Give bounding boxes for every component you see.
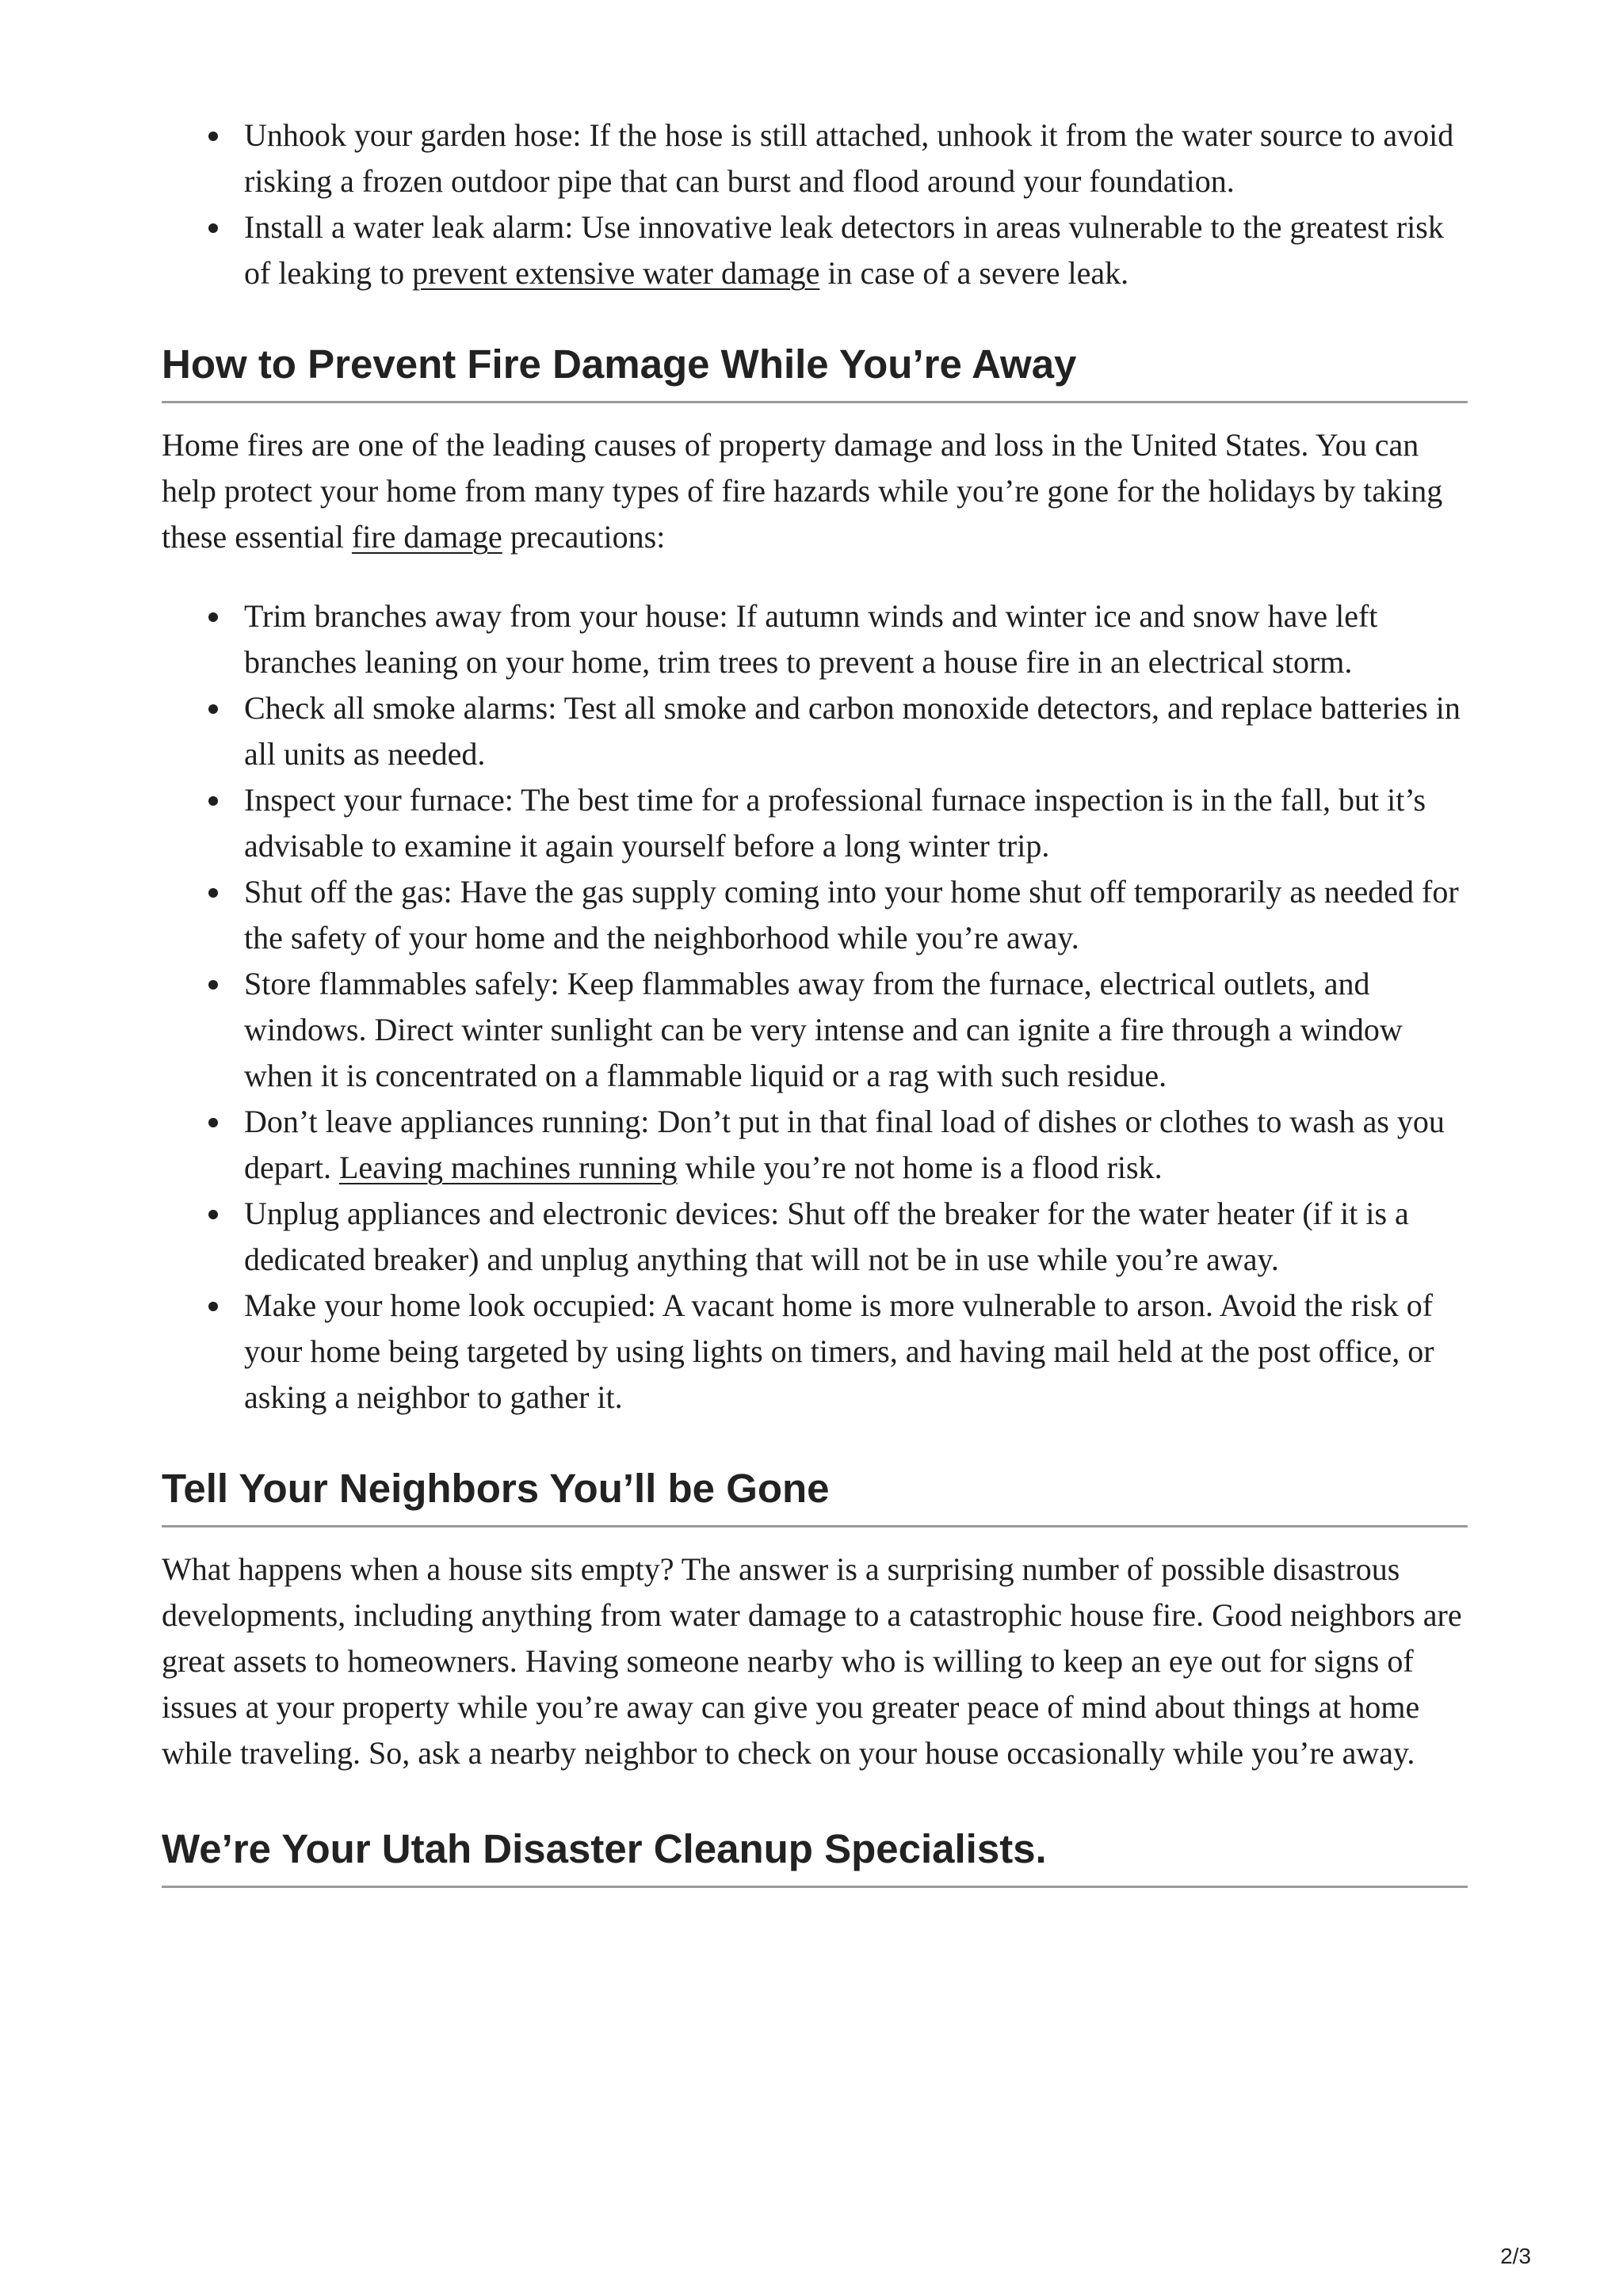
list-item (162, 869, 1468, 961)
list-item (162, 113, 1468, 204)
winter-prep-list (162, 113, 1468, 296)
leaving-machines-running-link[interactable]: Leaving machines running (338, 1150, 678, 1185)
fire-damage-link[interactable]: fire damage (351, 519, 502, 555)
list-item-text: Don’t leave appliances running: Don’t put in that final load of dishes or clothes to wash as you depart. (244, 1104, 1445, 1185)
list-item (162, 593, 1468, 685)
list-item (162, 1283, 1468, 1421)
list-item-text: Unplug appliances and electronic devices: Shut off the breaker for the water heater (if it is a dedicated breaker) and unplug anything that will not be in use while you’re away. (244, 1196, 1409, 1277)
list-item-text: Inspect your furnace: The best time for a professional furnace inspection is in the fall, but it’s advisable to examine it again yourself before a long winter trip. (244, 782, 1426, 864)
list-item (162, 777, 1468, 869)
list-item-text: Install a water leak alarm: Use innovative leak detectors in areas vulnerable to the greatest risk of leaking to (244, 209, 1444, 291)
list-item-text: Shut off the gas: Have the gas supply coming into your home shut off temporarily as needed for the safety of your home and the neighborhood while you’re away. (244, 874, 1459, 955)
list-item-text: Store flammables safely: Keep flammables away from the furnace, electrical outlets, and windows. Direct winter sunlight can be very intense and can ignite a fire through a window when it is concentrated on a flammable liquid or a rag with such residue. (244, 966, 1403, 1093)
fire-precautions-list (162, 593, 1468, 1421)
paragraph-text: precautions: (502, 519, 666, 555)
list-item-text: while you’re not home is a flood risk. (677, 1150, 1163, 1185)
list-item (162, 685, 1468, 777)
article-body (162, 113, 1468, 1888)
list-item (162, 1099, 1468, 1191)
utah-section-heading: We’re Your Utah Disaster Cleanup Specialists. (162, 1824, 1468, 1888)
page-number: 2/3 (1500, 2244, 1531, 2268)
water-damage-link[interactable]: prevent extensive water damage (412, 255, 820, 291)
paragraph-text: Home fires are one of the leading causes of property damage and loss in the United States. You can help protect your home from many types of fire hazards while you’re gone for the holidays by taking these essential (162, 427, 1443, 555)
list-item (162, 961, 1468, 1099)
list-item (162, 204, 1468, 296)
neighbors-section-heading: Tell Your Neighbors You’ll be Gone (162, 1463, 1468, 1527)
list-item-text: in case of a severe leak. (819, 255, 1129, 291)
fire-intro-paragraph (162, 422, 1468, 560)
list-item-text: Check all smoke alarms: Test all smoke and carbon monoxide detectors, and replace batteries in all units as needed. (244, 690, 1461, 772)
list-item-text: Make your home look occupied: A vacant home is more vulnerable to arson. Avoid the risk of your home being targeted by using lights on timers, and having mail held at the post office, or asking a neighbor to gather it. (244, 1287, 1434, 1415)
list-item-text: Unhook your garden hose: If the hose is still attached, unhook it from the water source to avoid risking a frozen outdoor pipe that can burst and flood around your foundation. (244, 117, 1454, 199)
neighbors-paragraph: What happens when a house sits empty? The answer is a surprising number of possible disastrous developments, including anything from water damage to a catastrophic house fire. Good neighbors are great assets to homeowners. Having someone nearby who is willing to keep an eye out for signs of issues at your property while you’re away can give you greater peace of mind about things at home while traveling. So, ask a nearby neighbor to check on your house occasionally while you’re away. (162, 1551, 1462, 1771)
list-item-text: Trim branches away from your house: If autumn winds and winter ice and snow have left branches leaning on your home, trim trees to prevent a house fire in an electrical storm. (244, 598, 1378, 680)
list-item (162, 1191, 1468, 1283)
fire-section-heading: How to Prevent Fire Damage While You’re Away (162, 339, 1468, 403)
